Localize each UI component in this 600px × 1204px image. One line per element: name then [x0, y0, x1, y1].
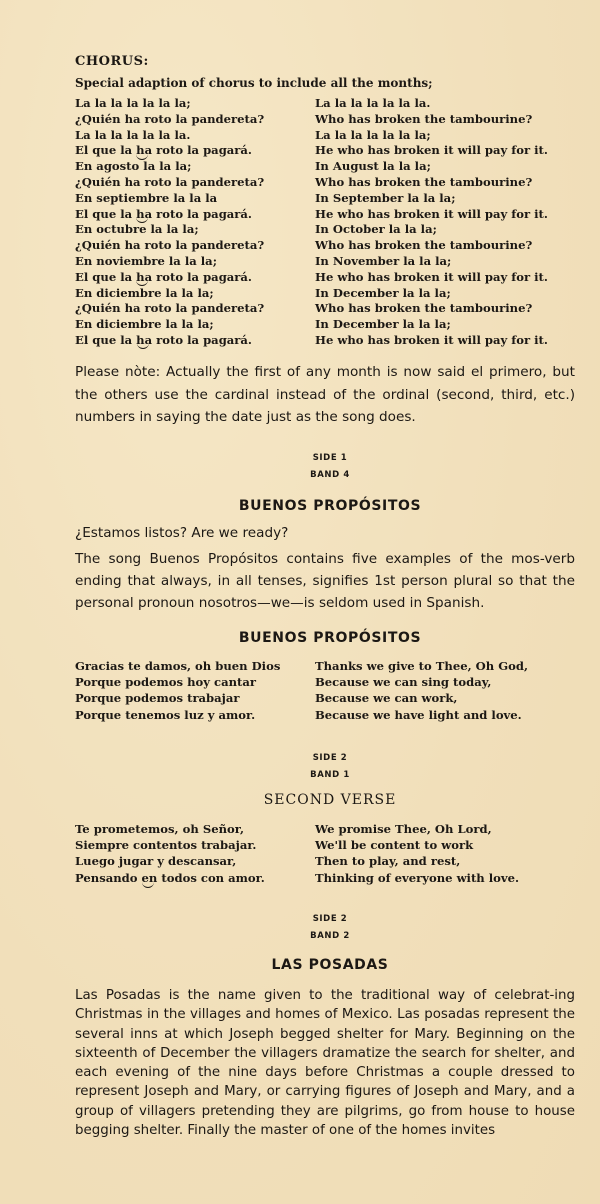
lyric-spanish: El que la ha roto la pagará. [75, 269, 252, 284]
lyric-row [75, 159, 585, 175]
lyric-row [75, 112, 585, 128]
lyric-spanish: El que la ha roto la pagará. [75, 332, 252, 347]
lyric-english: Who has broken the tambourine? [315, 174, 533, 189]
side-band-label [0, 911, 600, 945]
lyric-spanish: Siempre contentos trabajar. [75, 838, 257, 853]
band-label: BAND 4 [310, 470, 350, 480]
lyric-row [75, 207, 585, 223]
lyric-row [75, 175, 585, 191]
lyric-row [75, 222, 585, 238]
lyric-spanish: El que la ha roto la pagará. [75, 206, 252, 221]
lyric-english: La la la la la la la; [315, 127, 431, 142]
lyric-english: In September la la la; [315, 190, 456, 205]
lyric-spanish: Porque podemos trabajar [75, 691, 240, 706]
chorus-lyrics [75, 96, 585, 349]
note-paragraph: Please nòte: Actually the first of any month is now said el primero, but the others use the cardinal instead of the ordinal (second, third, etc.) numbers in saying the date just as the song does. [75, 364, 575, 425]
lyric-row [75, 658, 585, 674]
chorus-title: CHORUS: [75, 54, 149, 69]
lyric-row [75, 301, 585, 317]
lyric-row [75, 837, 585, 853]
lyric-spanish: ¿Quién ha roto la pandereta? [75, 301, 265, 316]
lyric-spanish: ¿Quién ha roto la pandereta? [75, 174, 265, 189]
lyric-row [75, 317, 585, 333]
side-label: SIDE 2 [312, 914, 348, 924]
lyric-spanish: En septiembre la la la [75, 190, 218, 205]
lyric-english: Who has broken the tambourine? [315, 238, 533, 253]
lyric-english: Because we can work, [315, 691, 458, 706]
intro-paragraph: The song Buenos Propósitos contains five examples of the mos-verb ending that always, in all tenses, signifies 1st person plural so that the personal pronoun nosotros—we—is seldom used in Spanish. [75, 551, 575, 611]
lyric-english: He who has broken it will pay for it. [315, 143, 548, 158]
posadas-paragraph: Las Posadas is the name given to the traditional way of celebrat-ing Christmas in the villages and homes of Mexico. Las posadas represent the several inns at which Joseph begged shelter for Mary. Beginning on the sixteenth of December the villagers dramatize the search for shelter, and each evening of the nine days before Christmas a couple dressed to represent Joseph and Mary, or carrying figures of Joseph and Mary, and a group of villagers pretending they are pilgrims, go from house to house begging shelter. Finally the master of one of the homes invites [75, 988, 575, 1139]
lyric-english: He who has broken it will pay for it. [315, 332, 548, 347]
band-label: BAND 2 [310, 931, 350, 941]
chorus-subtitle: Special adaption of chorus to include all the months; [75, 76, 433, 90]
lyric-spanish: Luego jugar y descansar, [75, 854, 237, 869]
lyric-english: Thinking of everyone with love. [315, 870, 520, 885]
lyric-english: Because we have light and love. [315, 707, 522, 722]
lyric-spanish: Gracias te damos, oh buen Dios [75, 659, 281, 673]
lyric-spanish: Porque tenemos luz y amor. [75, 707, 256, 722]
side-label: SIDE 2 [312, 753, 348, 763]
side-band-label [0, 450, 600, 484]
lyric-spanish: En diciembre la la la; [75, 317, 214, 332]
lyric-english: Who has broken the tambourine? [315, 111, 533, 126]
lyric-english: La la la la la la la. [315, 96, 431, 110]
side-label: SIDE 1 [312, 453, 348, 463]
question-line: ¿Estamos listos? Are we ready? [75, 525, 289, 541]
lyric-english: In November la la la; [315, 253, 452, 268]
lyric-english: We promise Thee, Oh Lord, [315, 822, 492, 836]
lyric-spanish: La la la la la la la. [75, 127, 191, 142]
lyric-english: Then to play, and rest, [315, 854, 461, 869]
lyric-row [75, 286, 585, 302]
lyric-spanish: La la la la la la la; [75, 96, 191, 110]
lyric-row [75, 870, 585, 886]
lyric-english: In October la la la; [315, 222, 437, 237]
song-lyrics [75, 658, 585, 723]
section-heading: LAS POSADAS [271, 957, 389, 973]
lyric-english: Who has broken the tambourine? [315, 301, 533, 316]
lyric-english: We'll be content to work [315, 838, 474, 853]
section-heading: BUENOS PROPÓSITOS [238, 498, 422, 514]
lyric-spanish: En octubre la la la; [75, 222, 199, 237]
lyric-row [75, 690, 585, 706]
lyric-english: He who has broken it will pay for it. [315, 206, 548, 221]
lyric-english: In December la la la; [315, 317, 451, 332]
lyric-row [75, 128, 585, 144]
lyric-row [75, 821, 585, 837]
lyric-row [75, 707, 585, 723]
lyric-spanish: Porque podemos hoy cantar [75, 675, 256, 690]
lyric-row [75, 254, 585, 270]
lyric-spanish: En noviembre la la la; [75, 253, 217, 268]
section-heading: SECOND VERSE [263, 792, 397, 808]
lyric-spanish: En diciembre la la la; [75, 285, 214, 300]
lyric-english: In August la la la; [315, 159, 431, 174]
lyric-row [75, 853, 585, 869]
side-band-label [0, 750, 600, 784]
lyric-english: Thanks we give to Thee, Oh God, [315, 659, 528, 673]
lyric-spanish: En agosto la la la; [75, 159, 192, 174]
lyric-row [75, 96, 585, 112]
lyric-spanish: El que la ha roto la pagará. [75, 143, 252, 158]
lyric-row [75, 674, 585, 690]
lyric-row [75, 238, 585, 254]
lyric-spanish: Pensando en todos con amor. [75, 870, 265, 885]
lyric-english: He who has broken it will pay for it. [315, 269, 548, 284]
lyric-row [75, 270, 585, 286]
verse-lyrics [75, 821, 585, 886]
lyric-spanish: ¿Quién ha roto la pandereta? [75, 111, 265, 126]
lyric-spanish: Te prometemos, oh Señor, [75, 822, 245, 836]
lyric-row [75, 333, 585, 349]
lyric-english: In December la la la; [315, 285, 451, 300]
lyric-row [75, 143, 585, 159]
band-label: BAND 1 [310, 770, 350, 780]
song-heading: BUENOS PROPÓSITOS [238, 630, 422, 646]
lyric-english: Because we can sing today, [315, 675, 492, 690]
lyric-spanish: ¿Quién ha roto la pandereta? [75, 238, 265, 253]
lyric-row [75, 191, 585, 207]
